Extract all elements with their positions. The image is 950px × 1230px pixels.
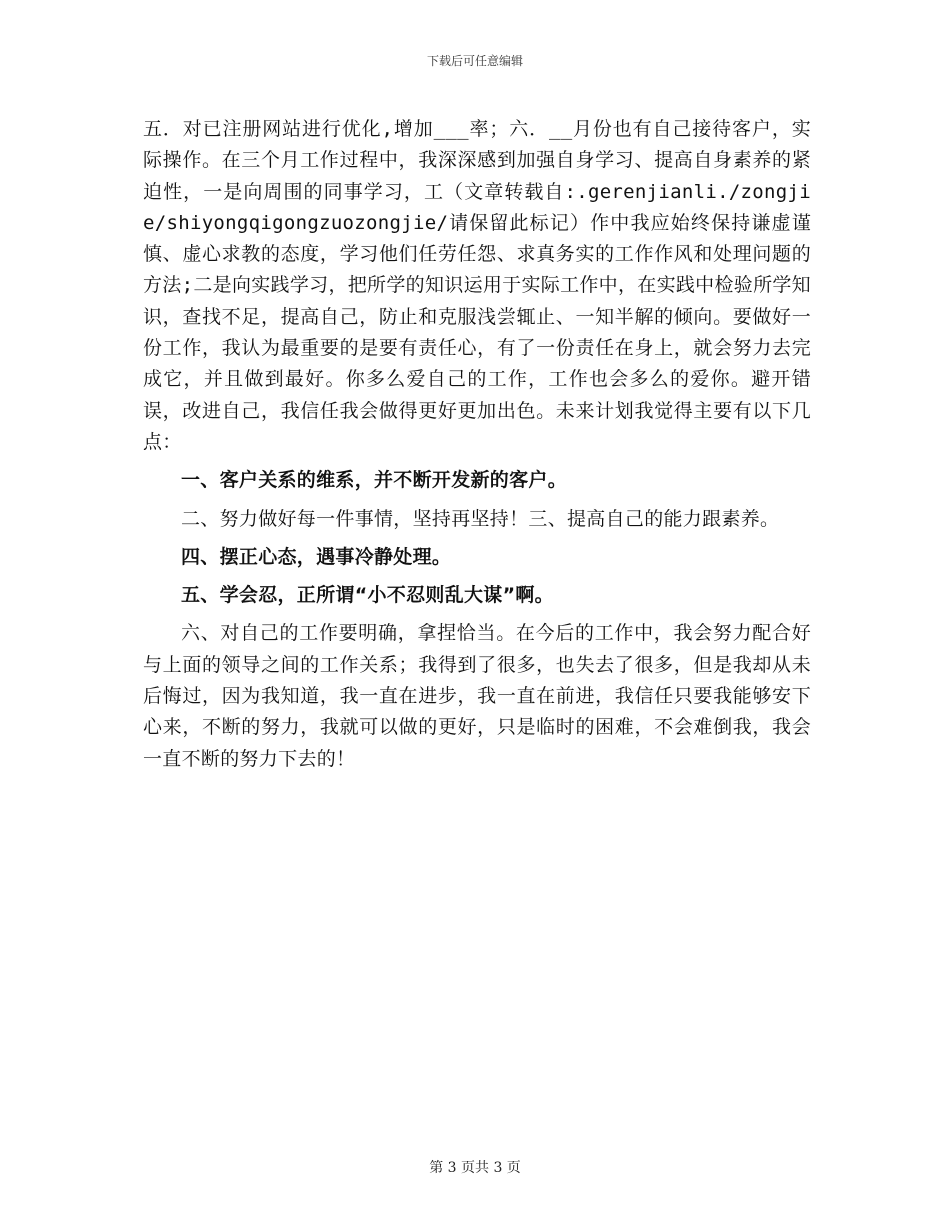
list-item-1: 一、客户关系的维系，并不断开发新的客户。	[181, 469, 568, 492]
list-item-5: 五、学会忍，正所谓“小不忍则乱大谋”啊。	[181, 584, 554, 607]
page-header: 下载后可任意编辑	[426, 54, 523, 68]
document-body	[143, 114, 811, 775]
list-item-6: 六、对自己的工作要明确，拿捏恰当。在今后的工作中，我会努力配合好与上面的领导之间的工作关系；我得到了很多，也失去了很多，但是我却从未后悔过，因为我知道，我一直在进步，我一直在前进，我信任只要我能够安下心来，不断的努力，我就可以做的更好，只是临时的困难，不会难倒我，我会一直不断的努力下去的！	[143, 622, 811, 770]
list-item-4: 四、摆正心态，遇事冷静处理。	[181, 545, 452, 568]
page-footer: 第 3 页共 3 页	[429, 1160, 521, 1176]
list-item-2: 二、努力做好每一件事情，坚持再坚持！三、提高自己的能力跟素养。	[181, 507, 780, 530]
paragraph-intro: 五．对已注册网站进行优化,增加___率；六．__月份也有自己接待客户，实际操作。在三个月工作过程中，我深深感到加强自身学习、提高自身素养的紧迫性，一是向周围的同事学习，工（文章转载自:.gerenjianli./zongjie/shiyongqigongzuozongjie/请保留此标记）作中我应始终保持谦虚谨慎、虚心求教的态度，学习他们任劳任怨、求真务实的工作作风和处理问题的方法;二是向实践学习，把所学的知识运用于实际工作中，在实践中检验所学知识，查找不足，提高自己，防止和克服浅尝辄止、一知半解的倾向。要做好一份工作，我认为最重要的是要有责任心，有了一份责任在身上，就会努力去完成它，并且做到最好。你多么爱自己的工作，工作也会多么的爱你。避开错误，改进自己，我信任我会做得更好更加出色。未来计划我觉得主要有以下几点：	[143, 118, 811, 453]
